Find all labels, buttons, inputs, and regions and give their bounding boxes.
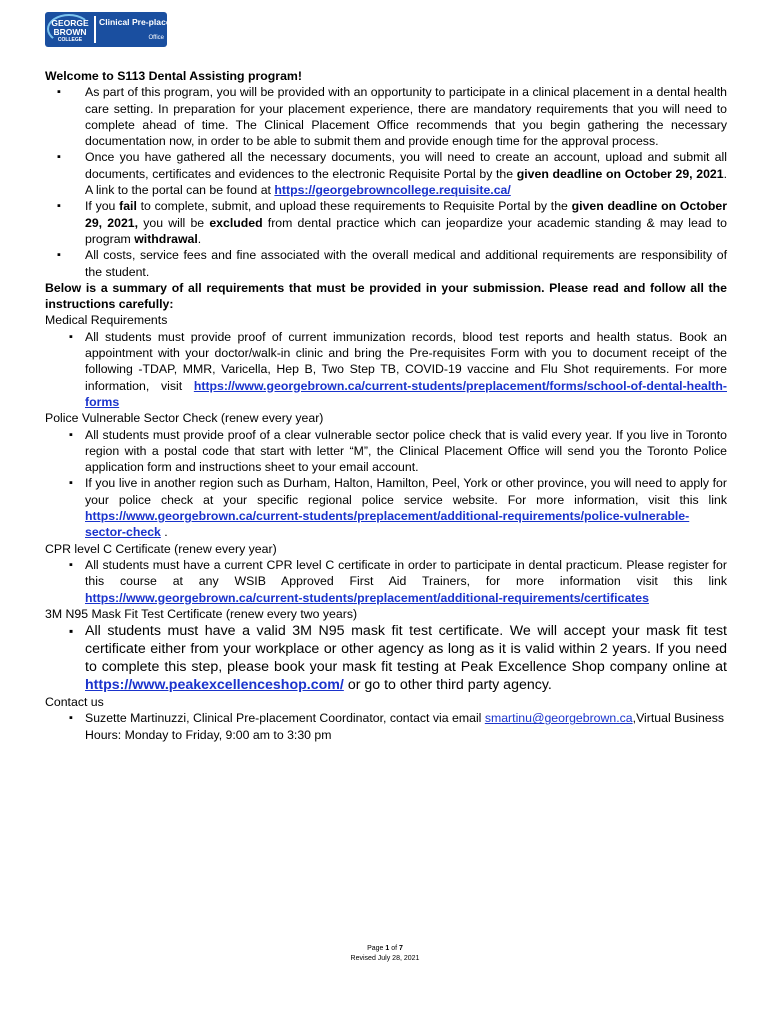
police-list: [45, 427, 727, 541]
mask-bullet: ▪ All students must have a valid 3M N95 mask fit test certificate. We will accept your mask fit test certificate either from your workplace or other agency as long as it is valid within 2 years. If you need to complete this step, please book your mask fit testing at Peak Excellence Shop company online at https://www.peakexcellenceshop.com/ or go to other third party agency.: [45, 622, 727, 694]
logo-wordmark: GEORGE BROWN COLLEGE: [51, 18, 89, 43]
logo-office-label: Office: [148, 35, 164, 41]
intro-list: [45, 84, 727, 280]
logo-divider: [94, 16, 96, 43]
police-bullet-other-region: ▪ If you live in another region such as Durham, Halton, Hamilton, Peel, York or other province, you will need to apply for your police check at your specific regional police service website. For more information, visit this link https://www.georgebrown.ca/current-students/preplacement/additional-requirements/police-vulnerable-sector-check .: [45, 475, 727, 540]
college-logo: [45, 12, 192, 47]
medical-list: [45, 329, 727, 410]
dental-health-forms-link[interactable]: https://www.georgebrown.ca/current-students/preplacement/forms/school-of-dental-health-forms: [85, 378, 727, 409]
cpr-list: [45, 557, 727, 606]
police-heading: Police Vulnerable Sector Check (renew every year): [45, 411, 324, 426]
page-number: Page 1 of 7: [367, 945, 403, 952]
intro-bullet-placement: ▪ As part of this program, you will be provided with an opportunity to participate in a clinical placement in a dental health care setting. In preparation for your placement experience, there are mandatory requirements that you will need to complete ahead of time. The Clinical Placement Office recommends that you begin gathering the necessary documentation now, in order to be able to submit them and provide enough time for the approval process.: [45, 84, 727, 149]
mask-heading: 3M N95 Mask Fit Test Certificate (renew every two years): [45, 606, 358, 621]
police-bullet-toronto: ▪ All students must provide proof of a clear vulnerable sector police check that is valid every year. If you live in Toronto region with a postal code that start with letter “M”, the Clinical Placement Office will send you the Toronto Police application form and instructions sheet to your email account.: [45, 427, 727, 476]
document-body: [45, 68, 727, 743]
coordinator-email-link[interactable]: smartinu@georgebrown.ca: [484, 711, 633, 726]
summary-heading: Below is a summary of all requirements that must be provided in your submission. Please read and follow all the instructions carefully:: [45, 280, 727, 312]
intro-bullet-costs: ▪ All costs, service fees and fine associated with the overall medical and additional requirements are responsibility of the student.: [45, 247, 727, 280]
police-check-link[interactable]: https://www.georgebrown.ca/current-students/preplacement/additional-requirements/police-vulnerable-sector-check: [85, 509, 690, 540]
page-footer: [0, 944, 770, 964]
intro-bullet-deadline: ▪ If you fail to complete, submit, and upload these requirements to Requisite Portal by the given deadline on October 29, 2021, you will be excluded from dental practice which can jeopardize your academic standing & may lead to program withdrawal.: [45, 198, 727, 247]
contact-heading: Contact us: [45, 695, 104, 710]
requisite-portal-link[interactable]: https://georgebrowncollege.requisite.ca/: [274, 183, 511, 198]
logo-office-name: Clinical Pre-placement: [99, 17, 192, 27]
intro-bullet-portal: ▪ Once you have gathered all the necessary documents, you will need to create an account, upload and submit all documents, certificates and evidences to the electronic Requisite Portal by the given deadline on October 29, 2021. A link to the portal can be found at https://georgebrowncollege.requisite.ca/: [45, 149, 727, 198]
cpr-heading: CPR level C Certificate (renew every year): [45, 541, 277, 556]
contact-bullet: ▪ Suzette Martinuzzi, Clinical Pre-placement Coordinator, contact via email smartinu@georgebrown.ca,Virtual Business Hours: Monday to Friday, 9:00 am to 3:30 pm: [45, 710, 727, 743]
medical-bullet: ▪ All students must provide proof of current immunization records, blood test reports and health status. Book an appointment with your doctor/walk-in clinic and bring the Pre-requisites Form with you to document receipt of the following -TDAP, MMR, Varicella, Hep B, Two Step TB, COVID-19 vaccine and Flu Shot requirements. For more information, visit https://www.georgebrown.ca/current-students/preplacement/forms/school-of-dental-health-forms: [45, 329, 727, 410]
program-title: Welcome to S113 Dental Assisting program!: [45, 69, 302, 83]
certificates-link[interactable]: https://www.georgebrown.ca/current-students/preplacement/additional-requirements/certificates: [85, 590, 649, 605]
peak-excellence-link[interactable]: https://www.peakexcellenceshop.com/: [85, 677, 344, 694]
medical-heading: Medical Requirements: [45, 313, 168, 328]
cpr-bullet: ▪ All students must have a current CPR level C certificate in order to participate in dental practicum. Please register for this course at any WSIB Approved First Aid Trainers, for more information visit this link https://www.georgebrown.ca/current-students/preplacement/additional-requirements/certificates: [45, 557, 727, 606]
contact-list: [45, 710, 727, 743]
mask-list: [45, 622, 727, 694]
revision-date: Revised July 28, 2021: [350, 955, 420, 962]
